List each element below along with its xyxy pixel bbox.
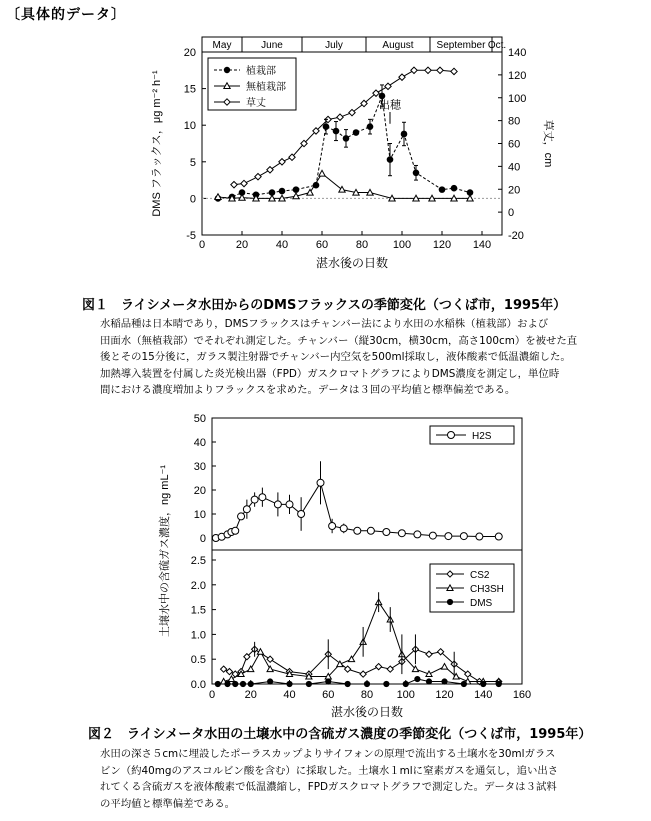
data-point: [348, 656, 354, 662]
data-point: [480, 681, 486, 687]
data-point: [337, 114, 343, 120]
figure2-caption-body: [100, 746, 605, 812]
data-point: [221, 666, 227, 672]
data-point: [340, 525, 347, 532]
data-point: [259, 494, 266, 501]
month-label: August: [382, 40, 414, 51]
data-point: [255, 173, 261, 179]
data-point: [426, 678, 432, 684]
data-point: [267, 666, 273, 672]
data-point: [325, 678, 331, 684]
y-tick-label: 50: [193, 413, 206, 425]
y2-axis-label: 草丈，cm: [542, 119, 554, 168]
x-tick-label: 0: [208, 689, 216, 701]
data-point: [231, 181, 237, 187]
caption-line: 後とその15分後に，ガラス製注射器でチャンバー内空気を500ml採取し，液体酸素で低温濃縮した。: [100, 351, 571, 364]
data-point: [279, 159, 285, 165]
x-tick-label: 0: [198, 239, 206, 251]
data-point: [451, 185, 458, 192]
month-label: June: [261, 40, 283, 51]
y-tick-label: 20: [193, 485, 206, 497]
x-tick-label: 120: [435, 689, 454, 701]
caption-line: ビン（約40mgのアスコルビン酸を含む）に採取した。土壌水１mlに窒素ガスを通気し，追い出さ: [100, 764, 559, 777]
y2-tick-label: -20: [508, 230, 524, 242]
data-point: [240, 681, 246, 687]
caption-line: れてくる含硫ガスを液体酸素で低温濃縮し，FPDガスクロマトグラフで測定した。データは３試料: [100, 781, 557, 794]
data-point: [426, 651, 432, 657]
month-label: July: [325, 40, 343, 51]
y2-tick-label: 100: [508, 92, 527, 105]
data-point: [387, 666, 393, 672]
x-tick-label: 60: [322, 689, 335, 701]
data-point: [279, 188, 286, 195]
data-point: [345, 681, 351, 687]
month-label: September: [436, 40, 486, 51]
data-point: [411, 67, 417, 73]
x-tick-label: 40: [283, 689, 296, 701]
figure1-caption-body: [100, 316, 605, 399]
x-tick-label: 100: [396, 689, 415, 701]
data-point: [437, 67, 443, 73]
data-point: [383, 529, 390, 536]
data-point: [293, 186, 300, 193]
data-point: [215, 681, 221, 687]
y2-tick-label: 80: [508, 115, 521, 128]
data-point: [403, 681, 409, 687]
y-axis-label: 土壌水中の含硫ガス濃度，ng mL⁻¹: [159, 464, 171, 638]
x-tick-label: 20: [235, 239, 249, 251]
data-point: [232, 527, 239, 534]
y2-tick-label: 120: [508, 69, 527, 82]
data-point: [439, 186, 446, 193]
figure1-chart: [140, 30, 560, 295]
y2-tick-label: 40: [508, 161, 521, 174]
x-tick-label: 60: [315, 239, 329, 251]
caption-line: 加熱導入装置を付属した炎光検出器（FPD）ガスクロマトグラフによりDMS濃度を測定し，単位時: [100, 367, 560, 380]
data-point: [248, 681, 254, 687]
data-point: [364, 681, 370, 687]
month-label: May: [212, 40, 232, 51]
data-point: [414, 676, 420, 682]
y-axis-label: DMS フラックス，μg m⁻² h⁻¹: [151, 70, 163, 217]
data-point: [441, 664, 447, 670]
y-tick-label: 2.0: [190, 579, 206, 592]
series-line: [218, 679, 499, 684]
x-tick-label: 80: [360, 689, 374, 701]
x-tick-label: 80: [355, 239, 369, 251]
legend: [208, 58, 296, 110]
data-point: [360, 671, 366, 677]
figure2-chart: [150, 410, 540, 722]
data-point: [398, 530, 405, 537]
y-tick-label: 20: [183, 47, 196, 59]
series-H2S: [212, 461, 502, 541]
data-point: [447, 599, 453, 605]
y-tick-label: 10: [183, 120, 196, 133]
section-header: 〔具体的データ〕: [6, 7, 126, 23]
y-tick-label: 5: [189, 156, 196, 169]
data-point: [461, 681, 467, 687]
data-point: [376, 664, 382, 670]
data-point: [367, 527, 374, 534]
y2-tick-label: 0: [508, 207, 515, 220]
data-point: [238, 513, 245, 520]
legend-lower: [430, 564, 514, 612]
legend-label: CS2: [470, 570, 490, 581]
legend-label: 草丈: [246, 98, 266, 109]
data-point: [224, 67, 230, 73]
y-tick-label: 0: [199, 533, 206, 545]
y2-tick-label: 60: [508, 138, 521, 151]
y2-tick-label: 20: [508, 184, 521, 197]
x-tick-label: 160: [512, 689, 532, 701]
data-point: [354, 527, 361, 534]
data-point: [429, 532, 436, 539]
caption-line: 水稲品種は日本晴であり，DMSフラックスはチャンバー法により水田の水稲株（植栽部）および: [100, 318, 549, 330]
y-tick-label: 1.5: [190, 604, 206, 617]
figure1-caption-title: 図１ ライシメータ水田からのDMSフラックスの季節変化（つくば市，1995年）: [82, 298, 567, 313]
data-point: [414, 531, 421, 538]
month-label: Oct.: [487, 40, 507, 51]
y-tick-label: 10: [193, 509, 206, 521]
x-tick-label: 40: [275, 239, 289, 251]
y-tick-label: 30: [193, 461, 206, 473]
data-point: [228, 676, 234, 682]
data-point: [476, 533, 483, 540]
y-tick-label: 1.0: [190, 629, 206, 642]
y-tick-label: 40: [193, 437, 206, 449]
caption-line: 田面水（無植栽部）でそれぞれ測定した。チャンバー（縦30cm，横30cm，高さ100cm）を被せた直: [100, 334, 578, 347]
heading-annotation: 出穂: [379, 99, 401, 112]
y-tick-label: 0: [189, 193, 196, 206]
caption-line: の平均値と標準偏差である。: [100, 797, 236, 810]
data-point: [319, 170, 325, 176]
legend-label: 無植栽部: [246, 82, 286, 93]
data-point: [329, 523, 336, 530]
data-point: [286, 681, 292, 687]
caption-line: 間における濃度増加よりフラックスを求めた。データは３回の平均値と標準偏差である。: [100, 384, 516, 397]
data-point: [460, 533, 467, 540]
data-point: [248, 666, 254, 672]
x-tick-label: 120: [432, 239, 452, 251]
legend-label: H2S: [472, 431, 492, 442]
data-point: [307, 189, 313, 195]
data-point: [495, 533, 502, 540]
data-point: [243, 506, 250, 513]
data-point: [267, 167, 273, 173]
legend-label: CH3SH: [470, 584, 504, 595]
x-tick-label: 20: [244, 689, 257, 701]
caption-line: 水田の深さ５cmに埋設したポーラスカップよりサイフォンの原理で流出する土壌水を30mlガラス: [100, 748, 556, 760]
data-point: [274, 501, 281, 508]
legend-upper: [430, 426, 514, 444]
data-point: [286, 501, 293, 508]
data-point: [267, 678, 273, 684]
data-point: [306, 681, 312, 687]
y-tick-label: 2.5: [190, 555, 206, 567]
data-point: [267, 656, 273, 662]
data-point: [399, 74, 405, 80]
legend-label: DMS: [470, 598, 493, 609]
data-point: [385, 83, 391, 89]
data-point: [445, 533, 452, 540]
x-axis-label: 湛水後の日数: [330, 705, 404, 719]
data-point: [224, 681, 230, 687]
data-point: [251, 496, 258, 503]
data-point: [353, 129, 360, 136]
data-point: [496, 681, 502, 687]
data-point: [383, 681, 389, 687]
y-tick-label: 0.0: [190, 679, 206, 691]
data-point: [241, 180, 247, 186]
data-point: [448, 432, 455, 439]
data-point: [232, 681, 238, 687]
data-point: [226, 669, 232, 675]
y-tick-label: -5: [186, 230, 196, 242]
y-tick-label: 0.5: [190, 654, 206, 667]
data-point: [451, 68, 457, 74]
figure2-caption-title: 図２ ライシメータ水田の土壌水中の含硫ガス濃度の季節変化（つくば市，1995年）: [88, 727, 592, 742]
x-tick-label: 140: [472, 239, 492, 251]
y-tick-label: 15: [183, 83, 196, 96]
x-tick-label: 100: [392, 239, 412, 251]
legend-label: 植栽部: [246, 66, 276, 77]
y2-tick-label: 140: [508, 47, 527, 59]
data-point: [317, 479, 324, 486]
data-point: [298, 511, 305, 518]
data-point: [441, 678, 447, 684]
x-axis-label: 湛水後の日数: [315, 256, 389, 270]
x-tick-label: 140: [474, 689, 493, 701]
data-point: [425, 67, 431, 73]
plot-frame: [212, 418, 522, 684]
